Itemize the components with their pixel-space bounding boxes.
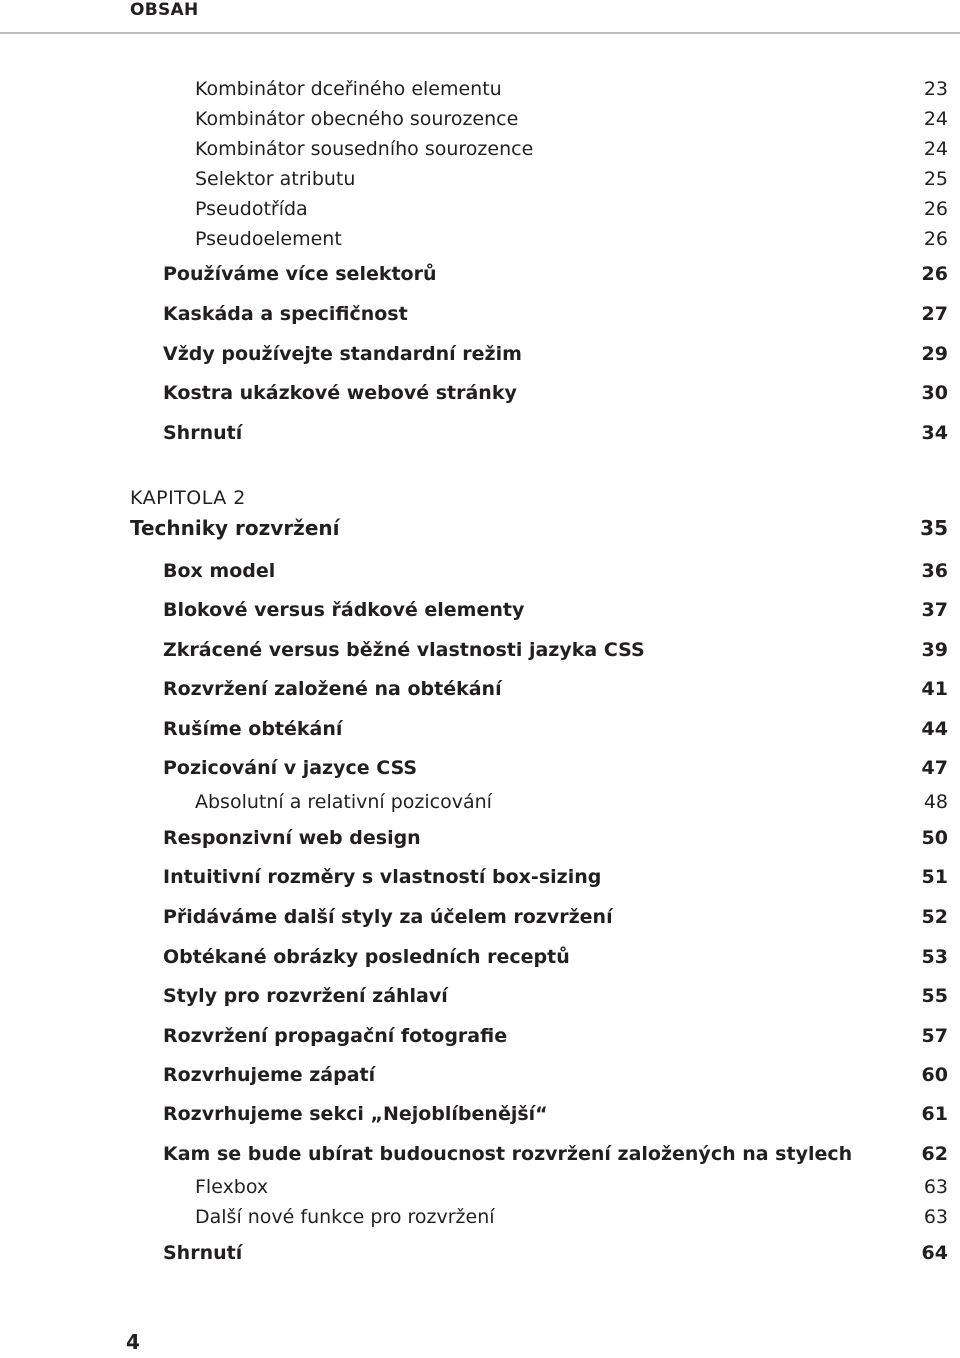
chapter-title-entry xyxy=(0,513,948,543)
toc-entry-page: 30 xyxy=(921,382,948,404)
toc-entry-title: Zkrácené versus běžné vlastnosti jazyka CSS xyxy=(163,639,645,661)
chapter-title: Techniky rozvržení xyxy=(130,516,340,540)
toc-entry-title: Kombinátor dceřiného elementu xyxy=(195,78,502,100)
toc-entry-title: Pseudoelement xyxy=(195,228,342,250)
toc-entry xyxy=(0,1172,948,1202)
toc-entry xyxy=(0,674,948,704)
toc-entry-page: 27 xyxy=(921,303,948,325)
toc-entry-title: Shrnutí xyxy=(163,422,243,444)
toc-entry xyxy=(0,787,948,817)
toc-entry xyxy=(0,194,948,224)
toc-entry xyxy=(0,556,948,586)
toc-entry xyxy=(0,104,948,134)
toc-entry-page: 26 xyxy=(921,263,948,285)
toc-entry-title: Kombinátor obecného sourozence xyxy=(195,108,519,130)
toc-entry-title: Rušíme obtékání xyxy=(163,718,343,740)
toc-entry-title: Pozicování v jazyce CSS xyxy=(163,757,418,779)
toc-entry-page: 39 xyxy=(921,639,948,661)
toc-entry-page: 25 xyxy=(923,168,948,190)
toc-entry-page: 36 xyxy=(921,560,948,582)
toc-entry-page: 50 xyxy=(921,827,948,849)
toc-entry-title: Rozvrhujeme zápatí xyxy=(163,1064,376,1086)
toc-entry xyxy=(0,981,948,1011)
toc-entry xyxy=(0,714,948,744)
toc-entry-title: Responzivní web design xyxy=(163,827,421,849)
toc-entry-title: Intuitivní rozměry s vlastností box-sizing xyxy=(163,866,602,888)
chapter-page: 35 xyxy=(920,516,948,540)
toc-entry-page: 52 xyxy=(921,906,948,928)
toc-entry-page: 41 xyxy=(921,678,948,700)
toc-entry xyxy=(0,1021,948,1051)
toc-entry-page: 55 xyxy=(921,985,948,1007)
toc-entry xyxy=(0,1139,948,1169)
toc-entry-page: 34 xyxy=(921,422,948,444)
toc-entry xyxy=(0,299,948,329)
toc-entry-page: 26 xyxy=(923,198,948,220)
toc-entry-title: Další nové funkce pro rozvržení xyxy=(195,1206,495,1228)
running-header: OBSAH xyxy=(130,0,199,20)
toc-entry-title: Blokové versus řádkové elementy xyxy=(163,599,525,621)
toc-entry xyxy=(0,635,948,665)
toc-entry-page: 51 xyxy=(921,866,948,888)
toc-entry xyxy=(0,823,948,853)
toc-entry-page: 53 xyxy=(921,946,948,968)
toc-entry-page: 29 xyxy=(921,343,948,365)
toc-entry xyxy=(0,595,948,625)
toc-entry-page: 63 xyxy=(923,1206,948,1228)
toc-entry xyxy=(0,1202,948,1232)
toc-entry-title: Styly pro rozvržení záhlaví xyxy=(163,985,448,1007)
toc-entry-title: Používáme více selektorů xyxy=(163,263,437,285)
toc-entry-page: 64 xyxy=(921,1242,948,1264)
toc-entry xyxy=(0,224,948,254)
toc-entry-title: Selektor atributu xyxy=(195,168,356,190)
toc-entry xyxy=(0,164,948,194)
toc-entry-title: Vždy používejte standardní režim xyxy=(163,343,522,365)
toc-entry-title: Přidáváme další styly za účelem rozvržení xyxy=(163,906,613,928)
toc-entry-title: Obtékané obrázky posledních receptů xyxy=(163,946,570,968)
toc-entry-page: 44 xyxy=(921,718,948,740)
toc-entry xyxy=(0,1238,948,1268)
toc-entry-title: Pseudotřída xyxy=(195,198,308,220)
page-number: 4 xyxy=(126,1330,140,1354)
chapter-label: KAPITOLA 2 xyxy=(130,487,246,509)
toc-entry-title: Kostra ukázkové webové stránky xyxy=(163,382,517,404)
toc-entry-title: Kaskáda a specifičnost xyxy=(163,303,408,325)
toc-entry xyxy=(0,1060,948,1090)
toc-entry-title: Box model xyxy=(163,560,276,582)
toc-entry xyxy=(0,418,948,448)
toc-entry-title: Kam se bude ubírat budoucnost rozvržení založených na stylech xyxy=(163,1143,853,1165)
toc-entry-page: 23 xyxy=(923,78,948,100)
toc-entry-title: Absolutní a relativní pozicování xyxy=(195,791,492,813)
toc-entry-page: 26 xyxy=(923,228,948,250)
toc-entry-page: 24 xyxy=(923,138,948,160)
toc-entry-page: 61 xyxy=(921,1103,948,1125)
toc-entry xyxy=(0,862,948,892)
toc-entry-page: 62 xyxy=(921,1143,948,1165)
toc-entry-page: 60 xyxy=(921,1064,948,1086)
toc-entry xyxy=(0,134,948,164)
header-divider xyxy=(0,32,960,34)
toc-entry-page: 63 xyxy=(923,1176,948,1198)
toc-entry-title: Rozvrhujeme sekci „Nejoblíbenější“ xyxy=(163,1103,548,1125)
toc-entry xyxy=(0,753,948,783)
toc-entry-page: 37 xyxy=(921,599,948,621)
toc-entry-title: Kombinátor sousedního sourozence xyxy=(195,138,534,160)
toc-entry-title: Rozvržení založené na obtékání xyxy=(163,678,502,700)
toc-entry-title: Flexbox xyxy=(195,1176,269,1198)
toc-entry xyxy=(0,339,948,369)
toc-entry-page: 47 xyxy=(921,757,948,779)
toc-entry xyxy=(0,378,948,408)
toc-entry-title: Rozvržení propagační fotografie xyxy=(163,1025,508,1047)
toc-entry xyxy=(0,74,948,104)
toc-entry-page: 24 xyxy=(923,108,948,130)
toc-entry-page: 57 xyxy=(921,1025,948,1047)
toc-entry-title: Shrnutí xyxy=(163,1242,243,1264)
toc-entry xyxy=(0,902,948,932)
toc-entry-page: 48 xyxy=(923,791,948,813)
toc-entry xyxy=(0,259,948,289)
toc-entry xyxy=(0,942,948,972)
toc-entry xyxy=(0,1099,948,1129)
